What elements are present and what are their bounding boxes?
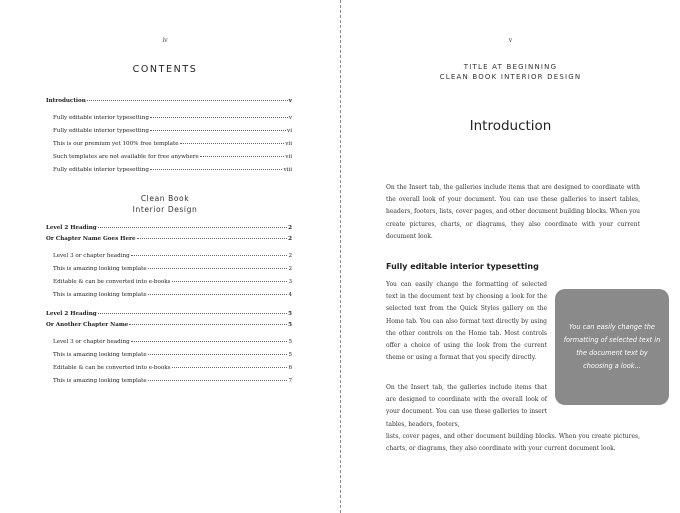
toc-entry-title: Level 3 or chapter heading <box>53 253 130 259</box>
toc-entry-page: 3 <box>288 279 292 285</box>
toc-entry-title: This is amazing looking template <box>53 352 147 358</box>
toc-leader-dots <box>148 268 288 269</box>
toc-leader-dots <box>131 341 288 342</box>
toc-leader-dots <box>148 354 288 355</box>
toc-entry-page: 5 <box>288 322 292 328</box>
section-subtitle-line-1: Clean Book <box>140 194 190 203</box>
toc-leader-dots <box>131 255 288 256</box>
toc-entry-page: 5 <box>288 352 292 358</box>
toc-entry-page: 5 <box>288 311 292 317</box>
section-subtitle-line-2: Interior Design <box>132 205 198 214</box>
toc-entry[interactable] <box>53 352 292 360</box>
toc-entry-title: This is amazing looking template <box>53 266 147 272</box>
toc-entry-title: Level 2 Heading <box>46 311 97 317</box>
toc-entry-page: 2 <box>288 253 292 259</box>
toc-leader-dots <box>137 238 288 239</box>
toc-entry[interactable] <box>53 128 292 136</box>
toc-entry-title: Editable & can be converted into e-books <box>53 279 171 285</box>
toc-entry-page: 6 <box>288 365 292 371</box>
toc-entry-page: v <box>288 98 292 104</box>
toc-entry-page: vi <box>287 128 292 134</box>
pull-quote-box <box>555 289 669 405</box>
contents-title: CONTENTS <box>132 64 198 75</box>
toc-leader-dots <box>150 169 283 170</box>
toc-entry-title: Fully editable interior typesetting <box>53 115 149 121</box>
toc-entry[interactable] <box>46 311 292 319</box>
toc-leader-dots <box>148 380 288 381</box>
toc-entry[interactable] <box>53 292 292 300</box>
toc-entry-page: 4 <box>288 292 292 298</box>
toc-entry[interactable] <box>53 279 292 287</box>
toc-entry[interactable] <box>53 253 292 261</box>
toc-leader-dots <box>150 117 288 118</box>
toc-entry-page: 2 <box>288 225 292 231</box>
toc-entry-page: 7 <box>288 378 292 384</box>
toc-entry-page: 5 <box>288 339 292 345</box>
toc-entry[interactable] <box>53 154 292 162</box>
toc-leader-dots <box>87 100 288 101</box>
toc-entry[interactable] <box>53 167 292 175</box>
body-paragraph-1: On the Insert tab, the galleries include items that are designed to coordinate with the overall look of your document. You can use these galleries to insert tables, headers, footers, lists, cover pages, and other document building blocks. When you create pictures, charts, or diagrams, they also coordinate with your current document look. <box>386 184 640 240</box>
toc-entry-title: Or Another Chapter Name <box>46 322 129 328</box>
section-heading: Fully editable interior typesetting <box>386 262 539 271</box>
toc-entry[interactable] <box>53 141 292 149</box>
chapter-title: Introduction <box>469 118 552 134</box>
toc-entry-page: 2 <box>288 266 292 272</box>
toc-entry-title: Introduction <box>46 98 86 104</box>
toc-entry-title: This is amazing looking template <box>53 292 147 298</box>
toc-leader-dots <box>98 313 287 314</box>
page-number: iv <box>162 37 168 44</box>
page-number: v <box>508 37 513 44</box>
toc-leader-dots <box>172 281 288 282</box>
toc-entry-page: vii <box>285 154 292 160</box>
body-paragraph-2: You can easily change the formatting of selected text in the document text by choosing a look for the selected text from the Quick Styles gallery on the Home tab. You can also format text directly by using the other controls on the Home tab. Most controls offer a choice of using the look from the current theme or using a format that you specify directly. <box>386 281 547 362</box>
toc-entry-title: Or Chapter Name Goes Here <box>46 236 136 242</box>
toc-entry-title: Level 2 Heading <box>46 225 97 231</box>
toc-entry[interactable] <box>53 378 292 386</box>
toc-leader-dots <box>200 156 284 157</box>
body-paragraph-3-continued: lists, cover pages, and other document building blocks. When you create pictures, charts, or diagrams, they also coordinate with your current document look. <box>386 433 640 453</box>
toc-entry[interactable] <box>46 236 292 244</box>
toc-entry[interactable] <box>53 365 292 373</box>
body-paragraph-3-wrapped: On the Insert tab, the galleries include items that are designed to coordinate with the overall look of your document. You can use these galleries to insert tables, headers, footers, <box>386 384 547 428</box>
toc-leader-dots <box>180 143 285 144</box>
toc-entry-title: Fully editable interior typesetting <box>53 128 149 134</box>
toc-entry-title: This is our premium yet 100% free template <box>53 141 179 147</box>
running-header-book: CLEAN BOOK INTERIOR DESIGN <box>439 73 582 81</box>
toc-entry-title: This is amazing looking template <box>53 378 147 384</box>
toc-leader-dots <box>148 294 288 295</box>
toc-entry-page: viii <box>283 167 292 173</box>
toc-entry-page: vii <box>285 141 292 147</box>
toc-leader-dots <box>150 130 286 131</box>
toc-entry-title: Level 3 or chapter heading <box>53 339 130 345</box>
toc-entry[interactable] <box>46 225 292 233</box>
toc-entry[interactable] <box>53 266 292 274</box>
toc-entry[interactable] <box>46 98 292 106</box>
toc-entry-title: Editable & can be converted into e-books <box>53 365 171 371</box>
running-header-title: TITLE AT BEGINNING <box>463 63 558 71</box>
toc-entry-title: Such templates are not available for free anywhere <box>53 154 199 160</box>
toc-entry-page: 2 <box>288 236 292 242</box>
toc-entry[interactable] <box>53 339 292 347</box>
toc-entry[interactable] <box>53 115 292 123</box>
pull-quote-text: You can easily change the formatting of selected text in the document text by choosing a look... <box>563 323 661 370</box>
toc-leader-dots <box>98 227 287 228</box>
toc-leader-dots <box>172 367 288 368</box>
toc-entry-page: v <box>288 115 292 121</box>
toc-entry-title: Fully editable interior typesetting <box>53 167 149 173</box>
toc-entry[interactable] <box>46 322 292 330</box>
toc-leader-dots <box>129 324 287 325</box>
right-page <box>341 0 680 513</box>
